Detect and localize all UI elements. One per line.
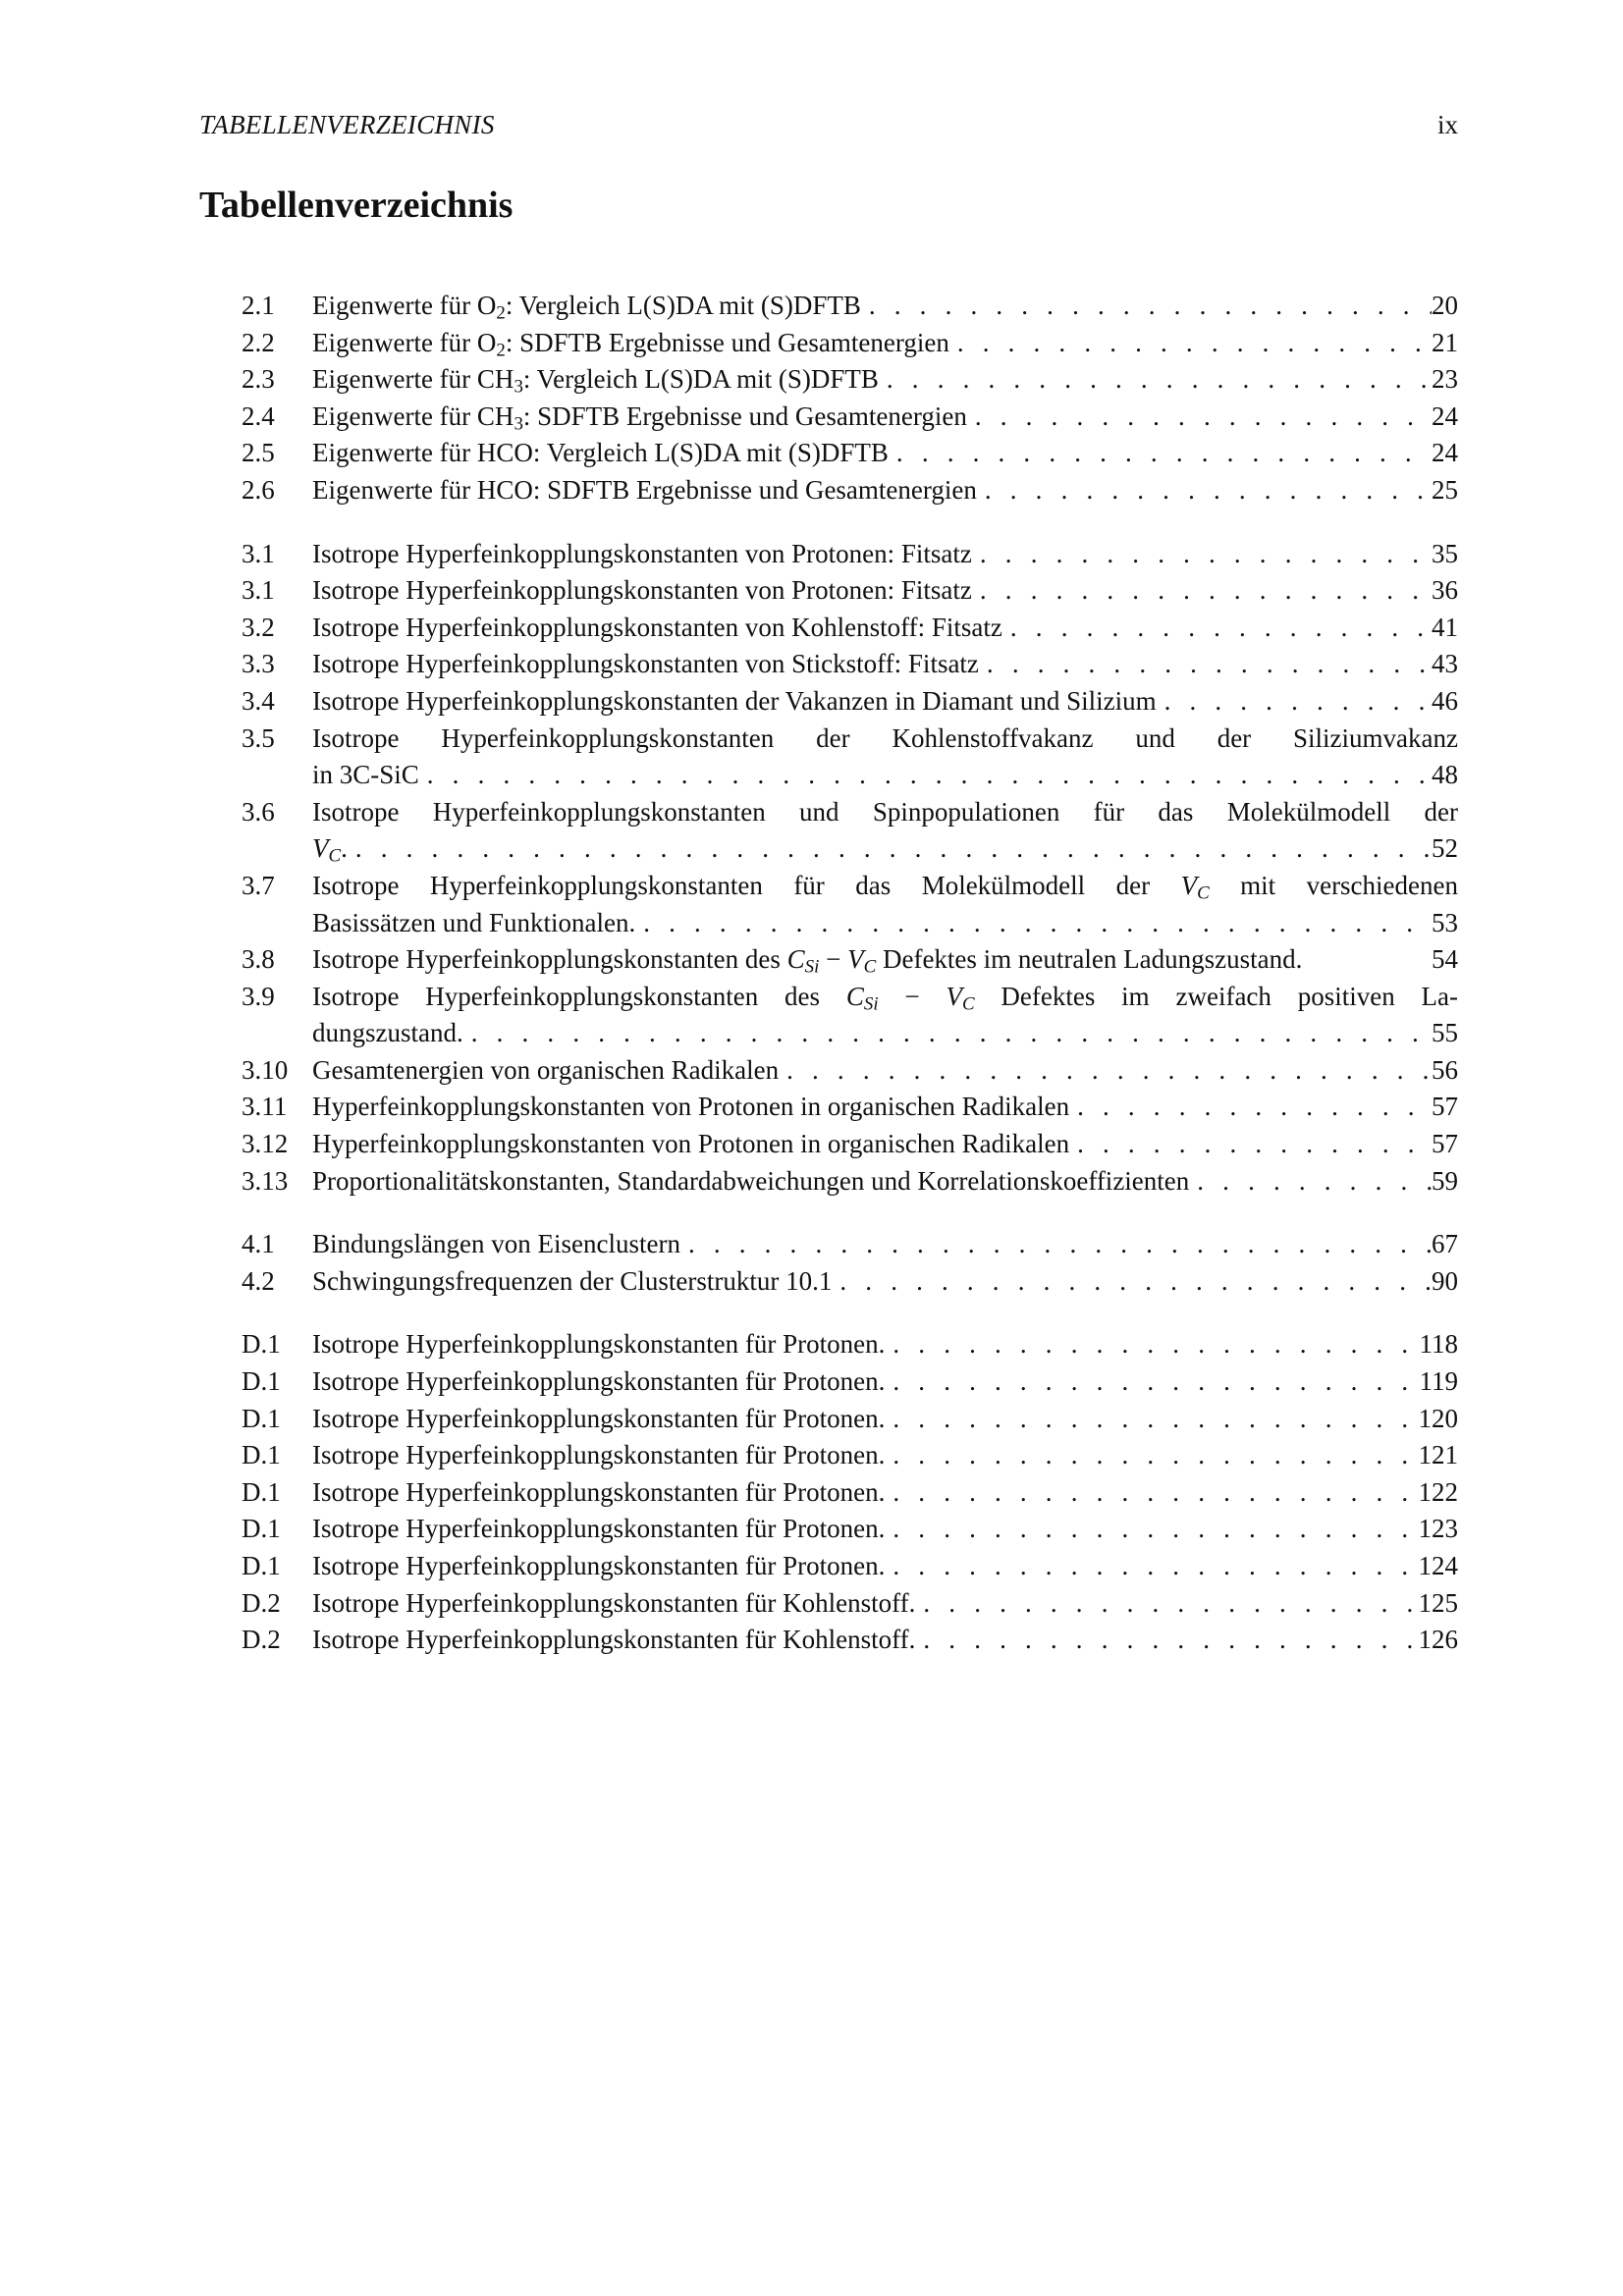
entry-title: Isotrope Hyperfeinkopplungskonstanten von Stickstoff: Fitsatz	[312, 649, 979, 679]
entry-page: 121	[1418, 1440, 1458, 1470]
toc-entry[interactable]	[242, 1511, 1458, 1548]
entry-title: Isotrope Hyperfeinkopplungskonstanten von Protonen: Fitsatz	[312, 538, 972, 568]
toc-entry[interactable]	[242, 399, 1458, 436]
dot-leader	[915, 1585, 1418, 1623]
entry-page: 118	[1419, 1329, 1458, 1360]
dot-leader	[779, 1052, 1432, 1090]
entry-number: 2.3	[242, 364, 275, 395]
entry-number: D.1	[242, 1551, 281, 1580]
entry-number: D.1	[242, 1366, 281, 1397]
entry-number: D.1	[242, 1440, 281, 1470]
entry-title-line: Isotrope Hyperfeinkopplungskonstanten des $C_{Si} - V_C$ Defektes im zweifach positiven La-	[312, 981, 1459, 1015]
entry-number: 3.13	[242, 1165, 289, 1196]
dot-leader	[635, 905, 1432, 942]
toc-entry[interactable]	[242, 646, 1458, 683]
toc-entry[interactable]	[242, 1437, 1458, 1474]
dot-leader	[885, 1363, 1419, 1401]
entry-title: Isotrope Hyperfeinkopplungskonstanten für Kohlenstoff.	[312, 1625, 916, 1655]
entry-page: 24	[1432, 438, 1458, 468]
toc-entry[interactable]	[242, 1548, 1458, 1585]
entry-title: Isotrope Hyperfeinkopplungskonstanten für Protonen.	[312, 1440, 886, 1470]
toc-entry[interactable]	[242, 1126, 1458, 1163]
dot-leader	[680, 1226, 1432, 1263]
entry-number: D.1	[242, 1329, 281, 1360]
entry-title: Schwingungsfrequenzen der Clusterstruktur 10.1	[312, 1265, 833, 1296]
toc-entry[interactable]	[242, 1163, 1458, 1201]
entry-number: D.1	[242, 1514, 281, 1544]
toc-group-chapter-2	[242, 288, 1458, 509]
entry-number: 3.11	[242, 1092, 288, 1122]
entry-page: 21	[1432, 327, 1458, 357]
entry-page: 57	[1432, 1129, 1458, 1159]
entry-page: 126	[1418, 1625, 1458, 1655]
dot-leader	[977, 472, 1432, 509]
entry-number: D.2	[242, 1587, 281, 1618]
entry-number: 4.1	[242, 1229, 275, 1259]
toc-entry[interactable]	[242, 794, 1458, 868]
toc-group-chapter-3	[242, 536, 1458, 1201]
entry-number: D.2	[242, 1625, 281, 1655]
entry-page: 120	[1418, 1403, 1458, 1433]
entry-page: 90	[1432, 1265, 1458, 1296]
dot-leader	[885, 1548, 1418, 1585]
toc-entry[interactable]	[242, 1226, 1458, 1263]
entry-title: Isotrope Hyperfeinkopplungskonstanten für Protonen.	[312, 1403, 886, 1433]
entry-number: 2.5	[242, 438, 275, 468]
dot-leader	[1002, 610, 1432, 647]
toc-entry[interactable]	[242, 435, 1458, 472]
entry-number: 2.6	[242, 474, 275, 505]
running-header-title: TABELLENVERZEICHNIS	[199, 110, 495, 139]
entry-page: 125	[1418, 1587, 1458, 1618]
toc-entry[interactable]	[242, 683, 1458, 721]
dot-leader	[1069, 1089, 1432, 1126]
entry-title: Hyperfeinkopplungskonstanten von Protonen in organischen Radikalen	[312, 1092, 1070, 1122]
entry-page: 124	[1418, 1551, 1458, 1580]
dot-leader	[1189, 1163, 1432, 1201]
toc-entry[interactable]	[242, 572, 1458, 610]
entry-number: D.1	[242, 1476, 281, 1507]
entry-number: 3.1	[242, 575, 275, 606]
dot-leader	[889, 435, 1432, 472]
dot-leader	[885, 1401, 1418, 1438]
entry-title: Isotrope Hyperfeinkopplungskonstanten für Protonen.	[312, 1551, 886, 1580]
table-of-tables	[242, 288, 1458, 1659]
entry-title: Isotrope Hyperfeinkopplungskonstanten der Vakanzen in Diamant und Silizium	[312, 685, 1157, 716]
entry-number: 3.1	[242, 538, 275, 568]
entry-number: 3.10	[242, 1054, 289, 1085]
entry-page: 122	[1418, 1476, 1458, 1507]
entry-page: 53	[1432, 907, 1458, 937]
entry-title: $V_C$.	[312, 833, 348, 868]
toc-entry[interactable]	[242, 1263, 1458, 1301]
toc-entry[interactable]	[242, 1401, 1458, 1438]
entry-page: 123	[1418, 1514, 1458, 1544]
toc-entry[interactable]	[242, 472, 1458, 509]
page-number: ix	[1436, 110, 1458, 139]
entry-title: Eigenwerte für HCO: SDFTB Ergebnisse und Gesamtenergien	[312, 474, 977, 505]
entry-page: 57	[1432, 1092, 1458, 1122]
entry-number: 3.7	[242, 870, 275, 900]
toc-entry[interactable]	[242, 979, 1458, 1052]
dot-leader	[1157, 683, 1432, 721]
entry-title: Eigenwerte für $O_2$: Vergleich L(S)DA mit (S)DFTB	[312, 291, 861, 324]
toc-entry[interactable]	[242, 721, 1458, 794]
dot-leader	[972, 572, 1432, 610]
dot-leader	[348, 830, 1432, 868]
entry-title-line: Isotrope Hyperfeinkopplungskonstanten der Kohlenstoffvakanz und der Siliziumvakanz	[312, 722, 1458, 753]
dot-leader	[879, 361, 1432, 399]
entry-number: 4.2	[242, 1265, 275, 1296]
dot-leader	[832, 1263, 1432, 1301]
entry-page: 56	[1432, 1054, 1458, 1085]
toc-entry[interactable]	[242, 361, 1458, 399]
dot-leader	[1069, 1126, 1432, 1163]
toc-entry[interactable]	[242, 1474, 1458, 1512]
entry-title: Isotrope Hyperfeinkopplungskonstanten für Protonen.	[312, 1366, 886, 1397]
entry-title-line: Isotrope Hyperfeinkopplungskonstanten und Spinpopulationen für das Molekülmodell der	[312, 796, 1458, 827]
toc-entry[interactable]	[242, 1585, 1458, 1623]
entry-number: 3.2	[242, 612, 275, 642]
running-header	[199, 108, 1458, 141]
toc-group-appendix-d	[242, 1326, 1458, 1658]
entry-title: Isotrope Hyperfeinkopplungskonstanten des $C_{Si} - V_C$ Defektes im neutralen Ladungszustand.	[312, 944, 1303, 978]
dot-leader	[861, 288, 1432, 325]
dot-leader	[885, 1474, 1418, 1512]
dot-leader	[967, 399, 1432, 436]
entry-title: Hyperfeinkopplungskonstanten von Protonen in organischen Radikalen	[312, 1129, 1070, 1159]
entry-number: 3.9	[242, 981, 275, 1011]
entry-title: Eigenwerte für HCO: Vergleich L(S)DA mit (S)DFTB	[312, 438, 889, 468]
toc-group-chapter-4	[242, 1226, 1458, 1300]
entry-page: 67	[1432, 1229, 1458, 1259]
entry-page: 25	[1432, 474, 1458, 505]
entry-number: 3.5	[242, 722, 275, 753]
toc-entry[interactable]	[242, 1363, 1458, 1401]
toc-entry[interactable]	[242, 1326, 1458, 1363]
entry-page: 43	[1432, 649, 1458, 679]
dot-leader	[885, 1437, 1418, 1474]
dot-leader	[419, 757, 1432, 794]
entry-title: Isotrope Hyperfeinkopplungskonstanten für Protonen.	[312, 1329, 886, 1360]
entry-title: Isotrope Hyperfeinkopplungskonstanten von Kohlenstoff: Fitsatz	[312, 612, 1002, 642]
entry-page: 46	[1432, 685, 1458, 716]
entry-title: dungszustand.	[312, 1018, 463, 1048]
toc-entry[interactable]	[242, 1052, 1458, 1090]
toc-entry[interactable]	[242, 610, 1458, 647]
dot-leader	[972, 536, 1432, 573]
entry-number: D.1	[242, 1403, 281, 1433]
entry-page: 54	[1432, 944, 1458, 975]
entry-page: 23	[1432, 364, 1458, 395]
entry-number: 3.12	[242, 1129, 289, 1159]
entry-number: 3.6	[242, 796, 275, 827]
entry-number: 2.2	[242, 327, 275, 357]
entry-title: Eigenwerte für $CH_3$: SDFTB Ergebnisse und Gesamtenergien	[312, 400, 967, 435]
chapter-title: Tabellenverzeichnis	[199, 185, 514, 226]
entry-title: Bindungslängen von Eisenclustern	[312, 1229, 680, 1259]
entry-title: in 3C-SiC	[312, 760, 419, 790]
entry-title: Isotrope Hyperfeinkopplungskonstanten für Protonen.	[312, 1514, 886, 1544]
entry-title: Basissätzen und Funktionalen.	[312, 907, 636, 937]
entry-page: 35	[1432, 538, 1458, 568]
toc-entry[interactable]	[242, 1089, 1458, 1126]
entry-page: 59	[1432, 1165, 1458, 1196]
entry-title-line: Isotrope Hyperfeinkopplungskonstanten für das Molekülmodell der $V_C$ mit verschiedenen	[312, 870, 1458, 904]
dot-leader	[915, 1622, 1418, 1659]
entry-page: 24	[1432, 400, 1458, 431]
entry-page: 36	[1432, 575, 1458, 606]
entry-title: Eigenwerte für $CH_3$: Vergleich L(S)DA mit (S)DFTB	[312, 364, 879, 398]
entry-number: 3.8	[242, 944, 275, 975]
entry-page: 52	[1432, 833, 1458, 864]
entry-number: 2.4	[242, 400, 275, 431]
entry-page: 41	[1432, 612, 1458, 642]
dot-leader	[885, 1511, 1418, 1548]
toc-entry[interactable]	[242, 1622, 1458, 1659]
entry-title: Proportionalitätskonstanten, Standardabweichungen und Korrelationskoeffizienten	[312, 1165, 1190, 1196]
entry-title: Isotrope Hyperfeinkopplungskonstanten für Protonen.	[312, 1476, 886, 1507]
entry-page: 20	[1432, 291, 1458, 320]
toc-entry[interactable]	[242, 941, 1458, 979]
entry-title: Isotrope Hyperfeinkopplungskonstanten von Protonen: Fitsatz	[312, 575, 972, 606]
entry-number: 3.4	[242, 685, 275, 716]
dot-leader	[463, 1015, 1432, 1052]
toc-entry[interactable]	[242, 288, 1458, 325]
entry-number: 2.1	[242, 291, 275, 320]
toc-entry[interactable]	[242, 325, 1458, 362]
entry-page: 48	[1432, 760, 1458, 790]
dot-leader	[979, 646, 1432, 683]
entry-page: 119	[1419, 1366, 1458, 1397]
toc-entry[interactable]	[242, 536, 1458, 573]
entry-page: 55	[1432, 1018, 1458, 1048]
entry-number: 3.3	[242, 649, 275, 679]
dot-leader	[949, 325, 1432, 362]
toc-entry[interactable]	[242, 868, 1458, 941]
entry-title: Gesamtenergien von organischen Radikalen	[312, 1054, 780, 1085]
dot-leader	[885, 1326, 1419, 1363]
entry-title: Isotrope Hyperfeinkopplungskonstanten für Kohlenstoff.	[312, 1587, 916, 1618]
entry-title: Eigenwerte für $O_2$: SDFTB Ergebnisse und Gesamtenergien	[312, 327, 949, 361]
